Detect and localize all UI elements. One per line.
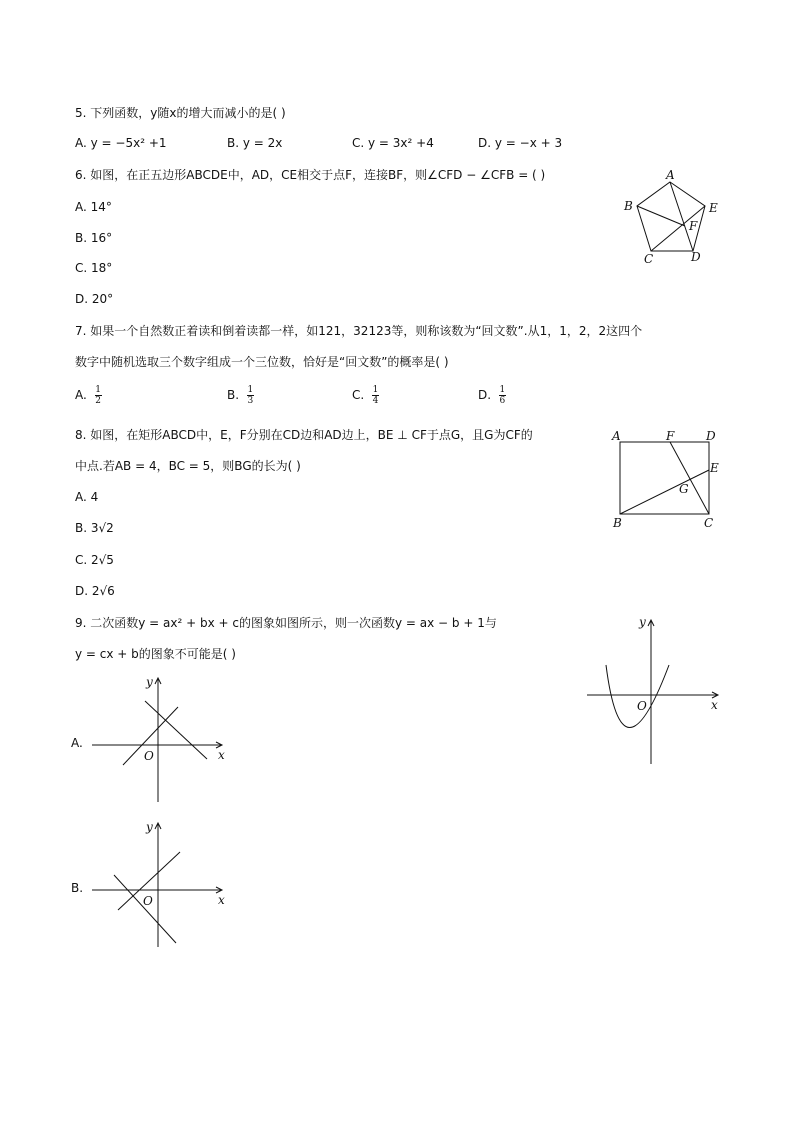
segment-cf: [670, 442, 709, 514]
q8-stem-line1: 8. 如图，在矩形ABCD中，E，F分别在CD边和AD边上，BE ⊥ CF于点G，且G为CF的: [75, 428, 533, 442]
q7-option-c-num: 1: [372, 385, 379, 395]
q6-option-d: D. 20°: [75, 292, 114, 306]
q9-option-b: B.: [71, 881, 84, 895]
q6-option-a: A. 14°: [75, 200, 112, 214]
q5-stem: 5. 下列函数，y随x的增大而减小的是( ): [75, 106, 286, 120]
q8-option-b: B. 3√2: [75, 521, 114, 535]
label-g: G: [679, 482, 689, 496]
label-a: A: [612, 429, 621, 443]
option-b-x-label: x: [218, 893, 225, 907]
q7-option-d: [478, 385, 506, 406]
q6-option-c: C. 18°: [75, 261, 113, 275]
label-c: C: [704, 516, 714, 530]
q9-stem-line2: y = cx + b的图象不可能是( ): [75, 647, 236, 661]
option-b-origin-label: O: [143, 894, 153, 908]
q5-option-d: D. y = −x + 3: [478, 136, 563, 150]
label-b: B: [624, 199, 633, 213]
segment-ce: [651, 206, 705, 251]
pentagon-outline: [637, 182, 705, 251]
parabola-y-label: y: [639, 615, 646, 629]
q7-option-d-letter: D.: [478, 388, 492, 402]
q7-option-c: [352, 385, 379, 406]
parabola-curve: [606, 665, 669, 728]
option-b-x-arrow: [216, 887, 222, 893]
q7-option-c-letter: C.: [352, 388, 365, 402]
option-a-line-1: [123, 707, 178, 765]
parabola-x-label: x: [711, 698, 718, 712]
label-c: C: [644, 252, 654, 266]
q7-stem-line1: 7. 如果一个自然数正着读和倒着读都一样，如121，32123等，则称该数为“回文数”.从1，1，2，2这四个: [75, 324, 643, 338]
q7-option-b: [227, 385, 254, 406]
q7-option-a: [75, 385, 102, 406]
q9-stem-line1: 9. 二次函数y = ax² + bx + c的图象如图所示，则一次函数y = ax − b + 1与: [75, 616, 497, 630]
segment-ad: [670, 182, 693, 251]
q7-option-c-den: 4: [372, 396, 379, 406]
rectangle-abcd: [620, 442, 709, 514]
label-e: E: [709, 201, 718, 215]
option-b-line-2: [114, 875, 176, 943]
q9-option-a: A.: [71, 736, 83, 750]
segment-bf: [637, 206, 685, 226]
label-b: B: [613, 516, 622, 530]
label-e: E: [710, 461, 719, 475]
option-b-line-1: [118, 852, 180, 910]
x-axis-arrow: [712, 692, 718, 698]
segment-be: [620, 470, 709, 514]
q7-stem-line2: 数字中随机选取三个数字组成一个三位数，恰好是“回文数”的概率是( ): [75, 355, 449, 369]
q7-option-b-num: 1: [247, 385, 254, 395]
q7-option-a-letter: A.: [75, 388, 87, 402]
label-a: A: [666, 168, 675, 182]
q7-option-b-fraction: [247, 385, 254, 406]
q6-stem: 6. 如图，在正五边形ABCDE中，AD，CE相交于点F，连接BF，则∠CFD − ∠CFB = ( ): [75, 168, 546, 182]
q8-stem-line2: 中点.若AB = 4，BC = 5，则BG的长为( ): [75, 459, 301, 473]
option-a-y-arrow: [155, 678, 161, 684]
option-a-x-label: x: [218, 748, 225, 762]
q7-option-d-num: 1: [499, 385, 506, 395]
q7-option-a-num: 1: [95, 385, 101, 395]
q8-option-d: D. 2√6: [75, 584, 115, 598]
q6-option-b: B. 16°: [75, 231, 113, 245]
q7-option-a-den: 2: [95, 396, 101, 406]
option-b-y-label: y: [146, 820, 153, 834]
option-a-origin-label: O: [144, 749, 154, 763]
q5-option-c: C. y = 3x² +4: [352, 136, 434, 150]
option-b-y-arrow: [155, 823, 161, 829]
q5-option-a: A. y = −5x² +1: [75, 136, 167, 150]
option-a-y-label: y: [146, 675, 153, 689]
q7-option-c-fraction: [372, 385, 379, 406]
q7-option-b-letter: B.: [227, 388, 240, 402]
option-a-x-arrow: [216, 742, 222, 748]
label-d: D: [706, 429, 716, 443]
q7-option-d-den: 6: [499, 396, 506, 406]
label-f: F: [689, 219, 698, 233]
label-d: D: [691, 250, 701, 264]
q5-option-b: B. y = 2x: [227, 136, 283, 150]
label-f: F: [666, 429, 675, 443]
q8-option-c: C. 2√5: [75, 553, 114, 567]
q8-option-a: A. 4: [75, 490, 99, 504]
y-axis-arrow: [648, 620, 654, 626]
option-a-line-2: [145, 701, 207, 759]
q7-option-a-fraction: [95, 385, 102, 406]
q7-option-b-den: 3: [247, 396, 254, 406]
parabola-origin-label: O: [637, 699, 647, 713]
q7-option-d-fraction: [499, 385, 506, 406]
